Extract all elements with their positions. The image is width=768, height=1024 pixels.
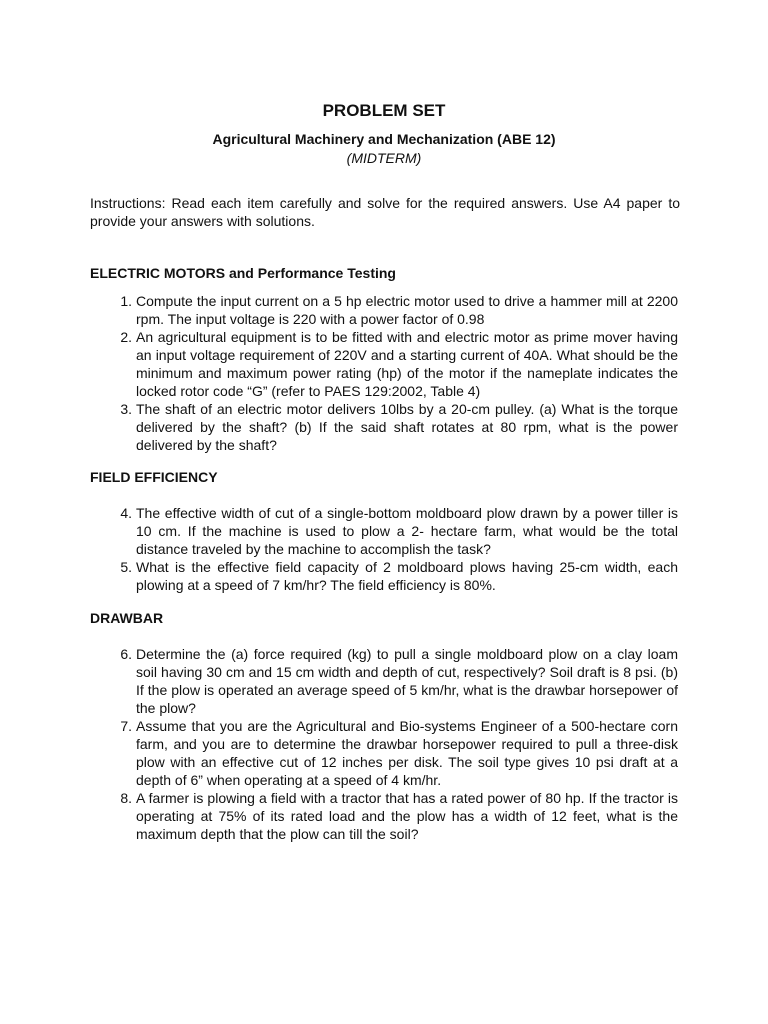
problem-number: 3. xyxy=(120,401,132,417)
problem-text: Assume that you are the Agricultural and Bio-systems Engineer of a 500-hectare corn farm, and you are to determine the drawbar horsepower required to pull a three-disk plow with an effective cut of 12 inches per disk. The soil type gives 10 psi draft at a depth of 6” when operating at a speed of 4 km/hr. xyxy=(136,718,678,788)
problem-number: 2. xyxy=(120,329,132,345)
section-heading-electric-motors: ELECTRIC MOTORS and Performance Testing xyxy=(90,265,396,281)
section-heading-drawbar: DRAWBAR xyxy=(90,610,164,626)
problem-item xyxy=(120,645,678,717)
problem-item xyxy=(120,292,678,328)
problem-item xyxy=(120,328,678,400)
problem-text: What is the effective field capacity of 2 moldboard plows having 25-cm width, each plowing at a speed of 7 km/hr? The field efficiency is 80%. xyxy=(136,559,678,593)
section-list-drawbar xyxy=(120,645,678,843)
problem-text: Determine the (a) force required (kg) to pull a single moldboard plow on a clay loam soil having 30 cm and 15 cm width and depth of cut, respectively? Soil draft is 8 psi. (b) If the plow is operated an average speed of 5 km/hr, what is the drawbar horsepower of the plow? xyxy=(136,646,678,716)
document-title: PROBLEM SET xyxy=(322,101,446,120)
problem-text: An agricultural equipment is to be fitted with and electric motor as prime mover having an input voltage requirement of 220V and a starting current of 40A. What should be the minimum and maximum power rating (hp) of the motor if the nameplate indicates the locked rotor code “G” (refer to PAES 129:2002, Table 4) xyxy=(136,329,678,399)
problem-number: 5. xyxy=(120,559,132,575)
problem-item xyxy=(120,504,678,558)
term-label: (MIDTERM) xyxy=(346,150,422,166)
problem-text: Compute the input current on a 5 hp electric motor used to drive a hammer mill at 2200 rpm. The input voltage is 220 with a power factor of 0.98 xyxy=(136,293,678,327)
problem-number: 7. xyxy=(120,718,132,734)
problem-text: The shaft of an electric motor delivers 10lbs by a 20-cm pulley. (a) What is the torque delivered by the shaft? (b) If the said shaft rotates at 80 rpm, what is the power delivered by the shaft? xyxy=(136,401,678,453)
problem-number: 1. xyxy=(120,293,132,309)
problem-item xyxy=(120,717,678,789)
problem-item xyxy=(120,558,678,594)
problem-item xyxy=(120,789,678,843)
problem-text: A farmer is plowing a field with a tractor that has a rated power of 80 hp. If the tractor is operating at 75% of its rated load and the plow has a width of 12 feet, what is the maximum depth that the plow can till the soil? xyxy=(136,790,678,842)
instructions-paragraph: Instructions: Read each item carefully and solve for the required answers. Use A4 paper to provide your answers with solutions. xyxy=(90,195,680,229)
course-subtitle: Agricultural Machinery and Mechanization (ABE 12) xyxy=(212,131,556,147)
section-heading-field-efficiency: FIELD EFFICIENCY xyxy=(90,469,218,485)
section-list-electric-motors xyxy=(120,292,678,454)
problem-item xyxy=(120,400,678,454)
problem-number: 8. xyxy=(120,790,132,806)
problem-number: 6. xyxy=(120,646,132,662)
problem-number: 4. xyxy=(120,505,132,521)
section-list-field-efficiency xyxy=(120,504,678,594)
problem-text: The effective width of cut of a single-bottom moldboard plow drawn by a power tiller is 10 cm. If the machine is used to plow a 2- hectare farm, what would be the total distance traveled by the machine to accomplish the task? xyxy=(136,505,678,557)
